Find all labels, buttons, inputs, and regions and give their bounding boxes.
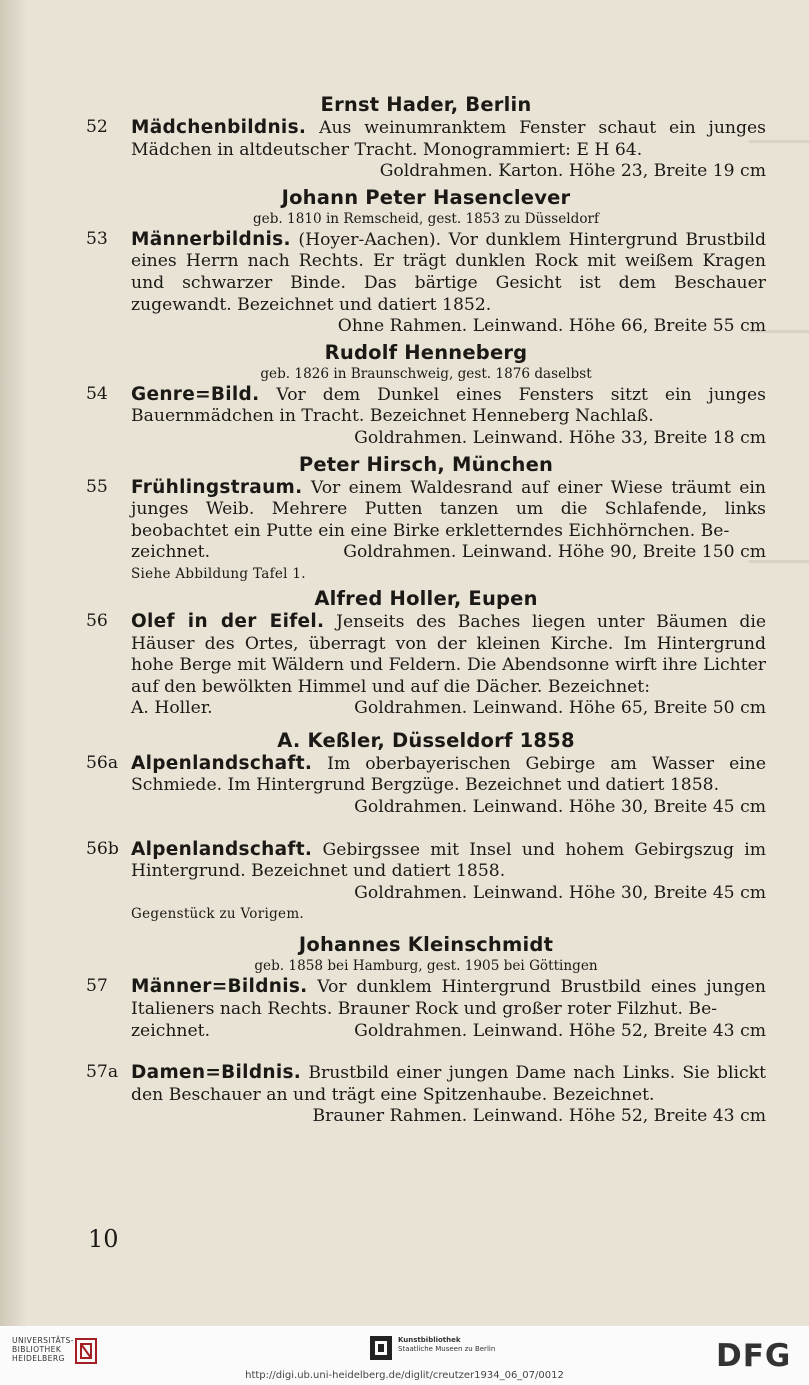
catalog-entry: [86, 477, 766, 564]
catalog-entry: [86, 611, 766, 720]
entry-number: 56: [86, 610, 108, 631]
entry-title: Alpenlandschaft.: [131, 752, 313, 774]
artist-life-dates: geb. 1858 bei Hamburg, gest. 1905 bei Göttingen: [254, 958, 598, 975]
entry-description: Gebirgssee mit Insel und hohem Gebirgszug im Hintergrund. Bezeichnet und datiert 1858.: [131, 839, 766, 882]
entry-number: 55: [86, 476, 108, 497]
entry-title: Damen=Bildnis.: [131, 1062, 302, 1084]
entry-description: Im oberbayerischen Gebirge am Wasser eine Schmiede. Im Hintergrund Bergzüge. Bezeichnet und datiert 1858.: [131, 753, 767, 796]
kunstbibliothek-logo[interactable]: Kunstbibliothek Staatliche Museen zu Berlin: [370, 1336, 495, 1360]
entry-text-end: zeichnet.: [131, 542, 211, 563]
entry-description: Vor einem Waldesrand auf einer Wiese träumt ein junges Weib. Mehrere Putten tanzen um die Schlafende, links beobachtet ein Putte ein eine Birke erkletterndes Eichhörnchen. Be-: [131, 477, 766, 541]
catalog-entry: [86, 976, 766, 1042]
entry-title: Männer=Bildnis.: [131, 976, 308, 998]
catalog-entry: [86, 1062, 766, 1128]
catalog-entry: [86, 839, 766, 905]
entry-number: 57: [86, 976, 108, 997]
entry-description: Brustbild einer jungen Dame nach Links. Sie blickt den Beschauer an und trägt eine Spitzenhaube. Bezeichnet.: [131, 1063, 766, 1105]
artist-heading: Ernst Hader, Berlin: [320, 93, 532, 116]
catalog-entry: [86, 229, 766, 338]
library-emblem-icon: [75, 1338, 97, 1364]
artist-heading: Johannes Kleinschmidt: [298, 933, 554, 957]
catalog-entry: [86, 384, 766, 450]
page-url[interactable]: http://digi.ub.uni-heidelberg.de/diglit/creutzer1934_06_07/0012: [245, 1370, 564, 1381]
catalog-entry: [86, 753, 766, 819]
entry-number: 56b: [86, 838, 119, 859]
kunstbibliothek-icon: [370, 1336, 392, 1360]
viewer-footer: [0, 1326, 809, 1385]
entry-frame-info: Goldrahmen. Leinwand. Höhe 30, Breite 45 cm: [354, 882, 766, 903]
entry-frame-info: Ohne Rahmen. Leinwand. Höhe 66, Breite 55 cm: [337, 316, 766, 337]
university-library-logo[interactable]: UNIVERSITÄTS- BIBLIOTHEK HEIDELBERG: [12, 1336, 74, 1363]
entry-description: Vor dem Dunkel eines Fensters sitzt ein junges Bauernmädchen in Tracht. Bezeichnet Henneberg Nachlaß.: [131, 384, 766, 427]
entry-frame-info: Goldrahmen. Leinwand. Höhe 52, Breite 43 cm: [354, 1020, 766, 1041]
artist-life-dates: geb. 1826 in Braunschweig, gest. 1876 daselbst: [260, 365, 592, 382]
page-number: 10: [88, 1225, 119, 1253]
entry-text-end: zeichnet.: [131, 1020, 211, 1041]
entry-number: 53: [86, 228, 108, 249]
entry-description: Vor dunklem Hintergrund Brustbild eines jungen Italieners nach Rechts. Brauner Rock und großer roter Filzhut. Be-: [131, 977, 766, 1020]
entry-frame-info: Goldrahmen. Karton. Höhe 23, Breite 19 cm: [379, 161, 766, 182]
entry-frame-info: Goldrahmen. Leinwand. Höhe 30, Breite 45 cm: [354, 797, 766, 818]
entry-frame-info: Brauner Rahmen. Leinwand. Höhe 52, Breite 43 cm: [312, 1106, 766, 1127]
entry-note: Gegenstück zu Vorigem.: [131, 906, 305, 923]
artist-heading: Peter Hirsch, München: [298, 452, 554, 476]
entry-number: 54: [86, 383, 108, 404]
entry-signature: A. Holler.: [131, 698, 213, 719]
entry-number: 57a: [86, 1062, 119, 1083]
entry-title: Männerbildnis.: [131, 228, 291, 250]
catalog-text: [86, 90, 766, 1128]
entry-title: Olef in der Eifel.: [131, 610, 325, 632]
entry-description: Jenseits des Baches liegen unter Bäumen die Häuser des Ortes, überragt von der kleinen Kirche. Im Hintergrund hohe Berge mit Wäldern und Feldern. Die Abendsonne wirft ihre Lichter auf den bewölkten Himmel und auf die Dächer. Bezeichnet:: [131, 611, 766, 697]
entry-frame-info: Goldrahmen. Leinwand. Höhe 65, Breite 50 cm: [354, 698, 766, 719]
entry-frame-info: Goldrahmen. Leinwand. Höhe 33, Breite 18 cm: [354, 427, 766, 448]
artist-heading: Alfred Holler, Eupen: [314, 586, 538, 610]
entry-title: Alpenlandschaft.: [131, 838, 313, 860]
artist-life-dates: geb. 1810 in Remscheid, gest. 1853 zu Düsseldorf: [252, 210, 600, 227]
artist-heading: A. Keßler, Düsseldorf 1858: [277, 728, 575, 752]
entry-description: (Hoyer-Aachen). Vor dunklem Hintergrund Brustbild eines Herrn nach Rechts. Er trägt dunklen Rock mit weißem Kragen und schwarzer Binde. Das bärtige Gesicht ist dem Beschauer zugewandt. Bezeichnet und datiert 1852.: [131, 229, 766, 315]
entry-frame-info: Goldrahmen. Leinwand. Höhe 90, Breite 150 cm: [343, 542, 766, 563]
artist-heading: Rudolf Henneberg: [324, 340, 528, 364]
entry-title: Frühlingstraum.: [131, 476, 303, 498]
entry-note: Siehe Abbildung Tafel 1.: [131, 565, 306, 582]
catalog-entry: [86, 117, 766, 183]
artist-heading: Johann Peter Hasenclever: [281, 185, 571, 209]
entry-title: Mädchenbildnis.: [131, 117, 307, 138]
entry-title: Genre=Bild.: [131, 383, 260, 405]
entry-number: 56a: [86, 752, 119, 773]
entry-number: 52: [86, 117, 108, 137]
dfg-logo[interactable]: DFG: [716, 1338, 792, 1374]
entry-description: Aus weinumranktem Fenster schaut ein junges Mädchen in altdeutscher Tracht. Monogrammiert: E H 64.: [131, 118, 766, 160]
